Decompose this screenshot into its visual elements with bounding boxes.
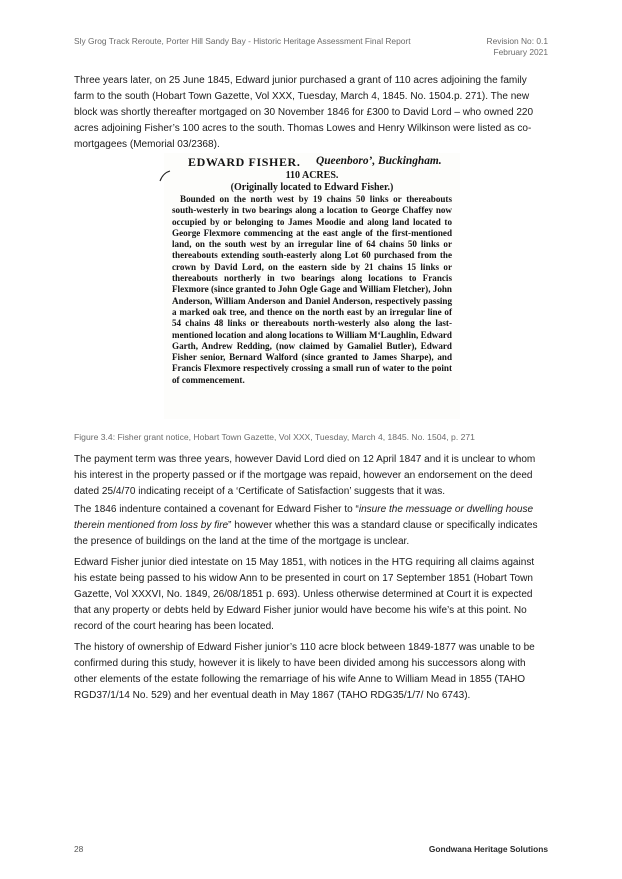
- gazette-clipping: [164, 153, 460, 419]
- history-paragraph: The history of ownership of Edward Fisher junior’s 110 acre block between 1849-1877 was unable to be confirmed during this study, however it is likely to have been divided among his successors along with other elements of the estate following the remarriage of his wife Anne to William Mead in 1855 (TAHO RGD37/1/14 No. 529) and her eventual death in May 1867 (TAHO RDG35/1/7/ No 6743).: [74, 642, 535, 701]
- company-name: Gondwana Heritage Solutions: [428, 844, 548, 854]
- indenture-text-after: ” however whether this was a standard clause or specifically indicates the presence of buildings on the land at the time of the mortgage is unclear.: [74, 520, 538, 547]
- page-footer: [74, 844, 548, 856]
- figure-caption: Figure 3.4: Fisher grant notice, Hobart Town Gazette, Vol XXX, Tuesday, March 4, 1845. No. 1504, p. 271: [74, 432, 475, 442]
- revision-block: [487, 36, 548, 58]
- revision-number: Revision No: 0.1: [486, 36, 548, 46]
- indenture-quote: insure the messuage or dwelling house therein mentioned from loss by fire: [74, 504, 534, 531]
- clipping-original-location: (Originally located to Edward Fisher.): [230, 182, 394, 193]
- document-title: Sly Grog Track Reroute, Porter Hill Sandy Bay - Historic Heritage Assessment Final Report: [74, 36, 411, 46]
- page-number: 28: [74, 844, 84, 854]
- revision-date: February 2021: [493, 47, 548, 57]
- page-header: [74, 36, 548, 64]
- clipping-body: Bounded on the north west by 19 chains 50 links or thereabouts south-westerly in two bearings along a location to George Chaffey now occupied by or belonging to James Moodie and along land located to George Flexmore commencing at the east angle of the first-mentioned land, on the south west by an irregular line of 64 chains 50 links or thereabouts extending south-easterly along Lot 60 purchased from the crown by David Lord, on the eastern side by 21 chains 15 links or thereabouts northerly in two bearings along locations to Francis Flexmore (since granted to John Ogle Gage and William Fletcher), John Anderson, William Anderson and Daniel Anderson, respectively passing a marked oak tree, and thence on the north east by an irregular line of 54 chains 48 links or thereabouts north-westerly also along the last-mentioned location and along locations to William M‘Laughlin, Edward Garth, Andrew Redding, (now claimed by Gamaliel Butler), Edward Fisher senior, Bernard Walford (since granted to James Sharpe), and Francis Flexmore respectively crossing a small run of water to the point of commencement.: [172, 194, 452, 385]
- clipping-heading: [164, 155, 460, 171]
- clipping-acres: 110 ACRES.: [285, 170, 339, 181]
- indenture-paragraph: [74, 502, 548, 550]
- intro-paragraph: Three years later, on 25 June 1845, Edward junior purchased a grant of 110 acres adjoining the family farm to the south (Hobart Town Gazette, Vol XXX, Tuesday, March 4, 1845. No. 1504.p. 271). The new block was shortly thereafter mortgaged on 30 November 1846 for £300 to David Lord – who owned 220 acres adjoining Fisher’s 100 acres to the south. Thomas Lowes and Henry Wilkinson were listed as co-mortgagees (Memorial 03/2368).: [74, 75, 534, 150]
- clipping-place: Queenboro’, Buckingham.: [316, 155, 442, 167]
- intestate-paragraph: Edward Fisher junior died intestate on 15 May 1851, with notices in the HTG requiring all claims against his estate being passed to his widow Ann to be presented in court on 17 September 1851 (Hobart Town Gazette, Vol XXXVI, No. 1849, 26/08/1851 p. 693). Unless otherwise determined at Court it is expected that any property or debts held by Edward Fisher junior would have become his wife’s at this point. No record of the court hearing has been located.: [74, 557, 535, 632]
- indenture-text-before: The 1846 indenture contained a covenant for Edward Fisher to “: [74, 504, 359, 515]
- clipping-grantee: EDWARD FISHER.: [188, 155, 301, 169]
- payment-paragraph: The payment term was three years, however David Lord died on 12 April 1847 and it is unclear to whom his interest in the property passed or if the mortgage was repaid, however an endorsement on the deed dated 25/4/70 indicating receipt of a ‘Certificate of Satisfaction’ suggests that it was.: [74, 454, 536, 497]
